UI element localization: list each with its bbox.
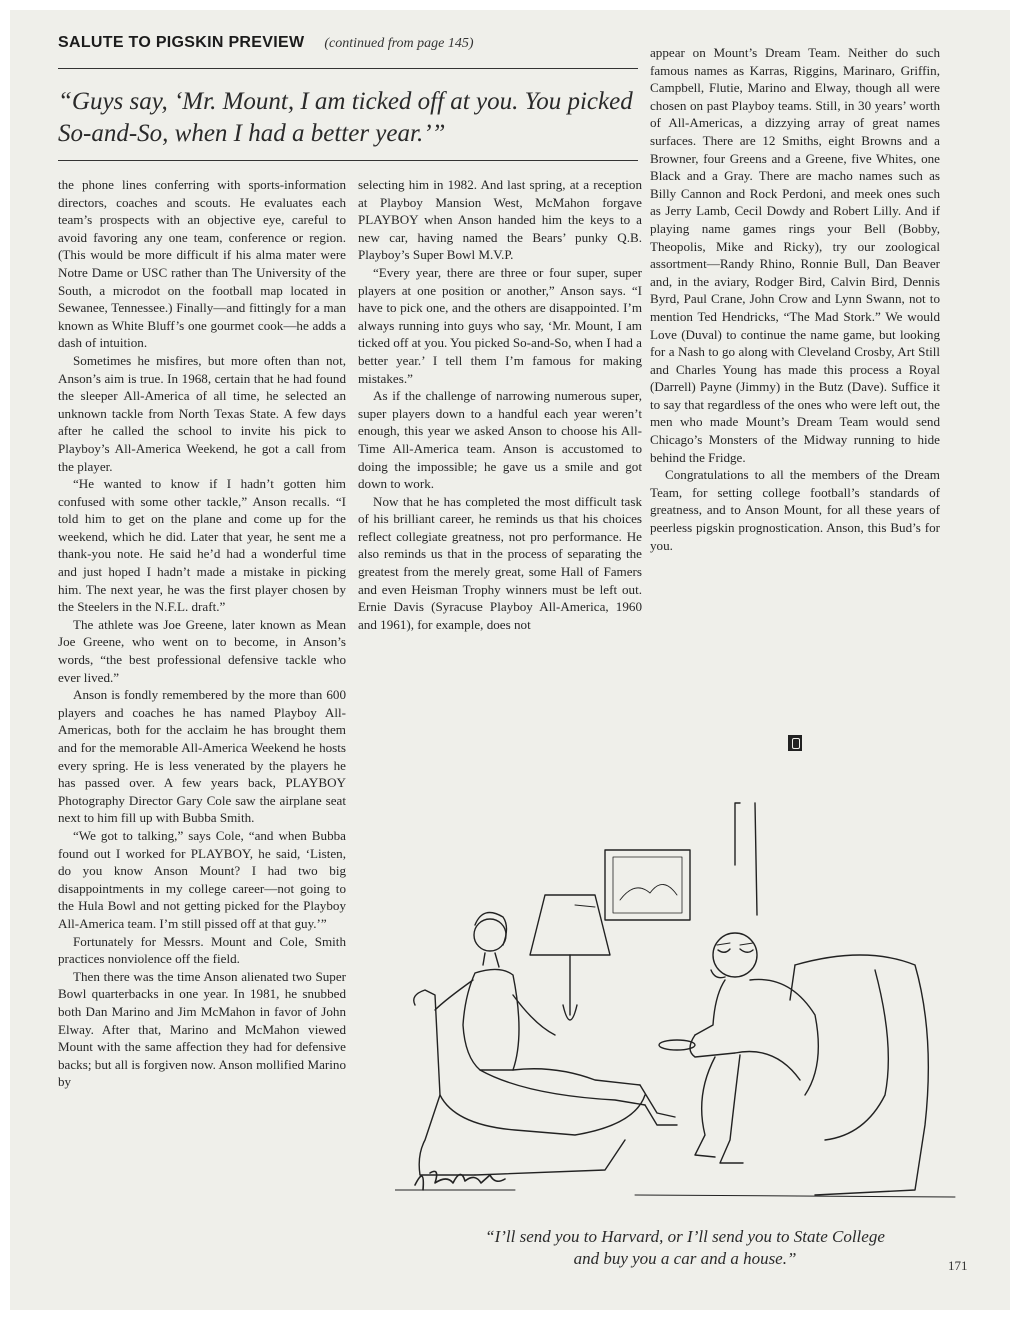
- rabbit-end-mark-icon: [788, 734, 802, 752]
- wall-picture-frame: [605, 850, 690, 920]
- man-head: [713, 933, 757, 977]
- wall-corner-line: [735, 803, 740, 865]
- page-number: 171: [948, 1258, 968, 1273]
- paragraph: Congratulations to all the members of the Dream Team, for setting college football’s standards of greatness, and to Anson Mount, for all these years of peerless pigskin prognostication. Anson, this Bud’s for you.: [650, 467, 940, 553]
- paragraph: “Every year, there are three or four super, super players at one position or another,” Anson says. “I have to pick one, and the others are disappointed. I’m always running into guys who say, ‘Mr. Mount, I am ticked off at you. You picked So-and-So, when I had a better year.’ I tell them I’m famous for making mistakes.”: [358, 264, 642, 386]
- lamp-base: [563, 955, 577, 1020]
- cartoon-illustration: [395, 795, 970, 1215]
- paragraph: Sometimes he misfires, but more often than not, Anson’s aim is true. In 1968, certain that he had found the sleeper All-America of all time, he selected an unknown tackle from North Texas State. A few days after he called the school to invite his pick to Playboy’s All-America Weekend, he got a call from the player.: [58, 352, 346, 474]
- pull-quote: “Guys say, ‘Mr. Mount, I am ticked off at you. You picked So-and-So, when I had a better year.’”: [58, 88, 633, 147]
- paragraph: Now that he has completed the most difficult task of his brilliant career, he reminds us that his choices reflect collegiate greatness, not pro performance. He also reminds us that in the process of separating the greatest from the merely great, some Hall of Famers and even Heisman Trophy winners must be left out. Ernie Davis (Syracuse Playboy All-America, 1960 and 1961), for example, does not: [358, 493, 642, 632]
- sofa-arm: [414, 990, 475, 1175]
- cartoon-caption: [400, 1226, 970, 1270]
- paragraph: As if the challenge of narrowing numerous super, super players down to a handful each year weren’t enough, this year we asked Anson to choose his All-Time All-America team. Anson is accustomed to doing the impossible; he gave us a smile and got down to work.: [358, 388, 642, 492]
- text-column-3: [650, 44, 940, 554]
- sofa-seat: [440, 1095, 645, 1135]
- man-legs: [695, 1057, 715, 1157]
- top-rule: [58, 68, 638, 69]
- woman-hair: [475, 913, 507, 946]
- caption-line: and buy you a car and a house.”: [573, 1249, 797, 1268]
- paragraph: The athlete was Joe Greene, later known as Mean Joe Greene, who went on to become, in Anson’s words, “the best professional defensive tackle who ever lived.”: [58, 616, 346, 685]
- man-back: [750, 979, 818, 1095]
- paragraph: the phone lines conferring with sports-information directors, coaches and scouts. He evaluates each team’s prospects with an objective eye, careful to avoid favoring any one team, conference or region. (This would be more difficult if his alma mater were Notre Dame or USC rather than The University of the South, a microdot on the football map located in Sewanee, Tennessee.) Finally—and fittingly for a man known as White Bluff’s one gourmet cook—he adds a dash of intuition.: [58, 177, 346, 351]
- paragraph: “He wanted to know if I hadn’t gotten him confused with some other tackle,” Anson recalls. “I told him to get on the plane and come up for the weekend, which he did. Later that year, he sent me a thank-you note. He said he’d had a wonderful time and just hoped I hadn’t made a mistake in picking him. The next year, he was the first player chosen by the Steelers in the N.F.L. draft.”: [58, 476, 346, 615]
- text-column-2: [358, 176, 642, 633]
- paragraph: selecting him in 1982. And last spring, at a reception at Playboy Mansion West, McMahon forgave PLAYBOY when Anson handed him the keys to a new car, having named the Bears’ punky Q.B. Playboy’s Super Bowl M.V.P.: [358, 177, 642, 263]
- lamp-shade: [530, 895, 610, 955]
- text-column-1: [58, 176, 346, 1091]
- caption-line: “I’ll send you to Harvard, or I’ll send you to State College: [485, 1227, 885, 1246]
- woman-head: [474, 919, 506, 951]
- pullquote-rule: [58, 160, 638, 161]
- woman-leg-upper: [480, 1070, 645, 1105]
- woman-legs-lower: [640, 1085, 677, 1125]
- article-header: [58, 34, 638, 58]
- paragraph: Fortunately for Messrs. Mount and Cole, Smith practices nonviolence off the field.: [58, 933, 346, 967]
- paragraph: Anson is fondly remembered by the more than 600 players and coaches he has named Playboy All-Americas, both for the acclaim he has brought them and for the memorable All-America Weekend he hosts every spring. He is less venerated by the players he has passed over. A few years back, PLAYBOY Photography Director Gary Cole saw the airplane seat next to him fill up with Bubba Smith.: [58, 687, 346, 826]
- man-arm: [695, 980, 725, 1035]
- continued-note: (continued from page 145): [324, 36, 474, 51]
- woman-sweater: [463, 969, 519, 1070]
- paragraph: “We got to talking,” says Cole, “and when Bubba found out I worked for PLAYBOY, he said, ‘Listen, do you know Anson Mount? I had two big disappointments in my college career—not going to the Hula Bowl and not getting picked for the Playboy All-America team. I’m still pissed off at that guy.’”: [58, 827, 346, 931]
- paragraph: appear on Mount’s Dream Team. Neither do such famous names as Karras, Riggins, Marinaro, Griffin, Campbell, Flutie, Marino and Elway, though all were chosen on past Playboy teams. Still, in 30 years’ worth of All-Americas, a dizzying array of great names surfaces. There are 12 Smiths, eight Browns and a Browner, four Greens and a Greene, five Whites, one Black and a Gray. There are macho names such as Billy Cannon and Rock Perdoni, and meek ones such as Jerry Lamb, Cecil Dowdy and Robert Lilly. And if playing name games rings your Bell (Bobby, Theopolis, Mike and Ricky), try our zoological assortment—Randy Rhino, Ronnie Bull, Dan Beaver and, in the aviary, Rodger Bird, Calvin Bird, Dennis Byrd, Paul Crane, John Crow and Lynn Swann, not to mention Ted Hendricks, “The Mad Stork.” We would Love (Duval) to continue the name game, but looking for a Nash to go along with Cleveland Crosby, Art Still and Charles Young has made this process a Royal (Darrell) Payne (Jimmy) in the Butz (Dave). Suffice it to say that regardless of the ones who were left out, the men who made Mount’s Dream Team would send Chicago’s Monsters of the Midway running to hide behind the Fridge.: [650, 45, 940, 465]
- glasses: [718, 949, 753, 952]
- man-hands: [690, 1035, 735, 1057]
- section-title: SALUTE TO PIGSKIN PREVIEW: [58, 34, 305, 51]
- paragraph: Then there was the time Anson alienated two Super Bowl quarterbacks in one year. In 1981, he snubbed both Dan Marino and Jim McMahon in favor of John Elway. After that, Marino and McMahon viewed Mount with the same affection they had for defensive backs; but all is forgiven now. Anson mollified Marino by: [58, 968, 346, 1090]
